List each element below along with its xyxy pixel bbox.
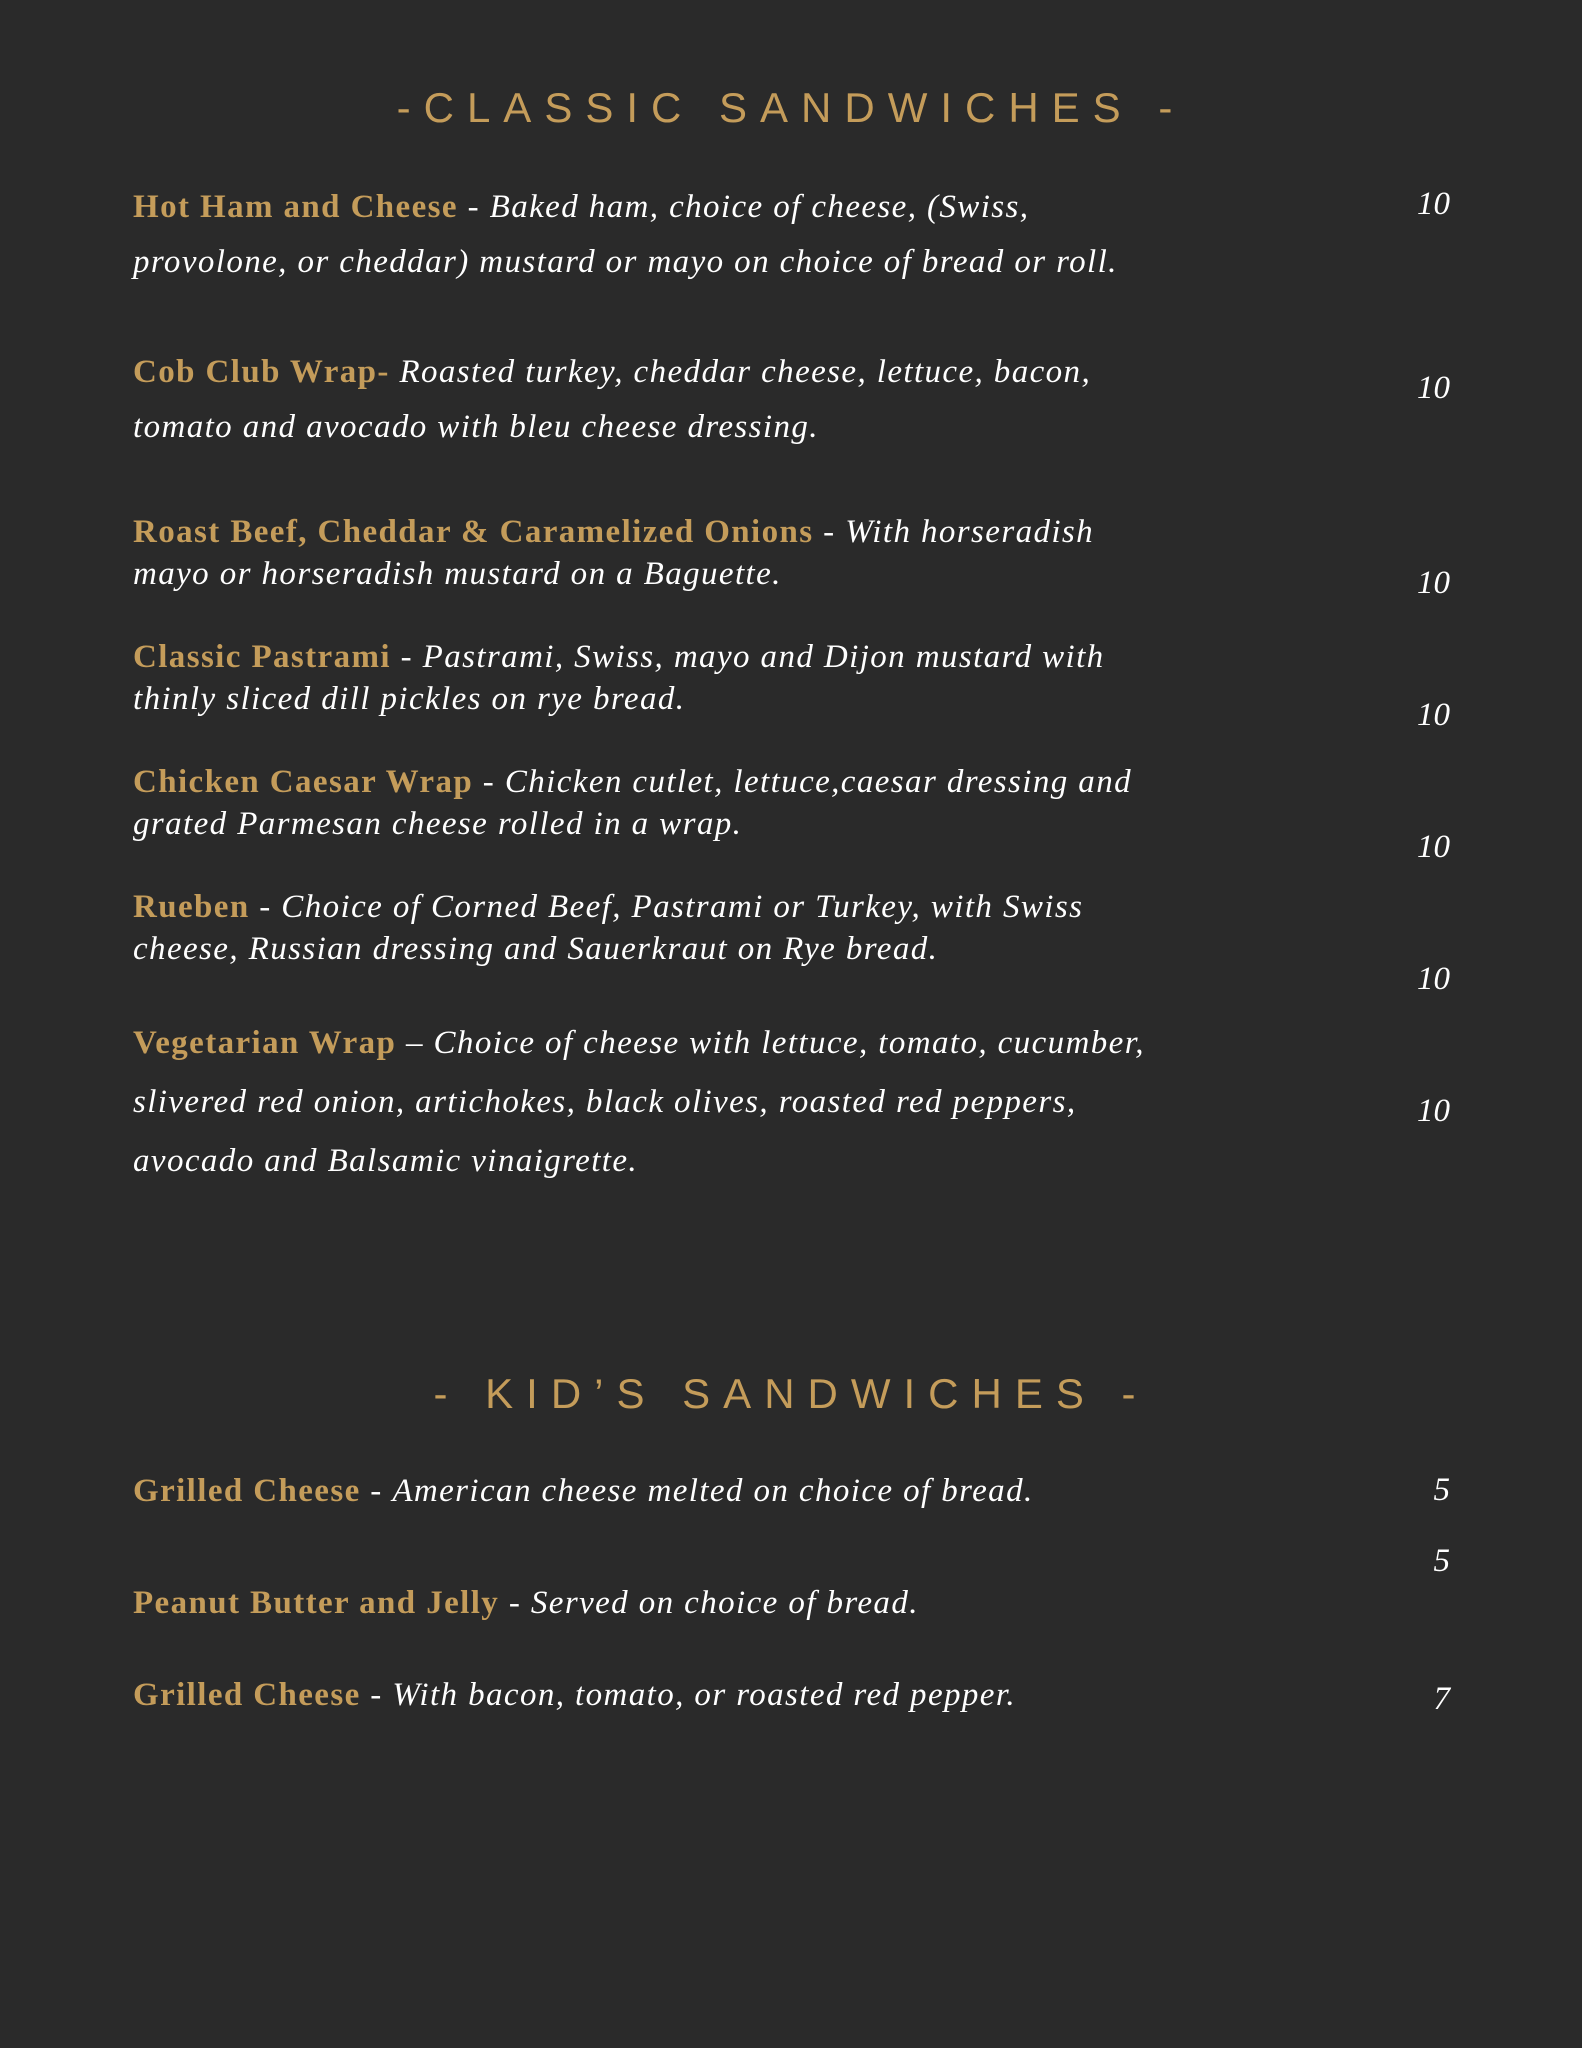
item-separator: -: [360, 1677, 393, 1713]
menu-item: [133, 1467, 1333, 1515]
item-separator: -: [473, 764, 505, 800]
item-name: Hot Ham and Cheese: [133, 189, 458, 225]
menu-item: [133, 1579, 1333, 1627]
item-description: Served on choice of bread.: [530, 1585, 919, 1621]
menu-item: [133, 345, 1173, 455]
item-name: Cob Club Wrap-: [133, 354, 390, 390]
section-title-kids: - KID’S SANDWICHES -: [433, 1370, 1149, 1417]
item-name: Vegetarian Wrap: [133, 1025, 397, 1061]
item-name: Peanut Butter and Jelly: [133, 1585, 500, 1621]
item-price: 5: [1433, 1472, 1450, 1508]
menu-item: [133, 1671, 1333, 1719]
item-price: 10: [1417, 370, 1450, 406]
menu-item: [133, 511, 1133, 595]
item-description: Pastrami, Swiss, mayo and Dijon mustard with thinly sliced dill pickles on rye bread.: [133, 639, 1105, 717]
item-description: With bacon, tomato, or roasted red pepper.: [392, 1677, 1017, 1713]
item-price: 10: [1417, 1093, 1450, 1129]
item-description: Choice of Corned Beef, Pastrami or Turkey, with Swiss cheese, Russian dressing and Sauerkraut on Rye bread.: [133, 889, 1084, 967]
item-description: With horseradish mayo or horseradish mustard on a Baguette.: [133, 514, 1095, 592]
item-name: Classic Pastrami: [133, 639, 391, 675]
item-price: 10: [1417, 697, 1450, 733]
item-name: Grilled Cheese: [133, 1677, 361, 1713]
item-description: Chicken cutlet, lettuce,caesar dressing and grated Parmesan cheese rolled in a wrap.: [133, 764, 1133, 842]
item-price: 7: [1433, 1681, 1450, 1717]
menu-item: [133, 180, 1173, 290]
item-name: Grilled Cheese: [133, 1473, 361, 1509]
menu-item: [133, 886, 1183, 970]
item-separator: -: [249, 889, 282, 925]
item-separator: -: [390, 639, 423, 675]
item-separator: –: [396, 1025, 434, 1061]
item-description: Choice of cheese with lettuce, tomato, cucumber, slivered red onion, artichokes, black olives, roasted red peppers, avocado and Balsamic vinaigrette.: [133, 1025, 1145, 1179]
item-price: 5: [1433, 1543, 1450, 1579]
menu-item: [133, 636, 1193, 720]
item-description: Roasted turkey, cheddar cheese, lettuce, bacon, tomato and avocado with bleu cheese dressing.: [133, 354, 1092, 445]
item-price: 10: [1417, 961, 1450, 997]
item-name: Chicken Caesar Wrap: [133, 764, 474, 800]
item-separator: -: [499, 1585, 531, 1621]
menu-item: [133, 1014, 1173, 1191]
item-separator: [390, 354, 400, 390]
menu-item: [133, 761, 1203, 845]
item-price: 10: [1417, 829, 1450, 865]
item-price: 10: [1417, 186, 1450, 222]
item-name: Rueben: [133, 889, 250, 925]
item-description: Baked ham, choice of cheese, (Swiss, provolone, or cheddar) mustard or mayo on choice of bread or roll.: [133, 189, 1118, 280]
item-separator: -: [813, 514, 846, 550]
item-name: Roast Beef, Cheddar & Caramelized Onions: [133, 514, 814, 550]
item-price: 10: [1417, 565, 1450, 601]
item-separator: -: [360, 1473, 393, 1509]
item-description: American cheese melted on choice of bread.: [392, 1473, 1034, 1509]
item-separator: -: [457, 189, 490, 225]
section-title-classic: -CLASSIC SANDWICHES -: [396, 84, 1186, 131]
